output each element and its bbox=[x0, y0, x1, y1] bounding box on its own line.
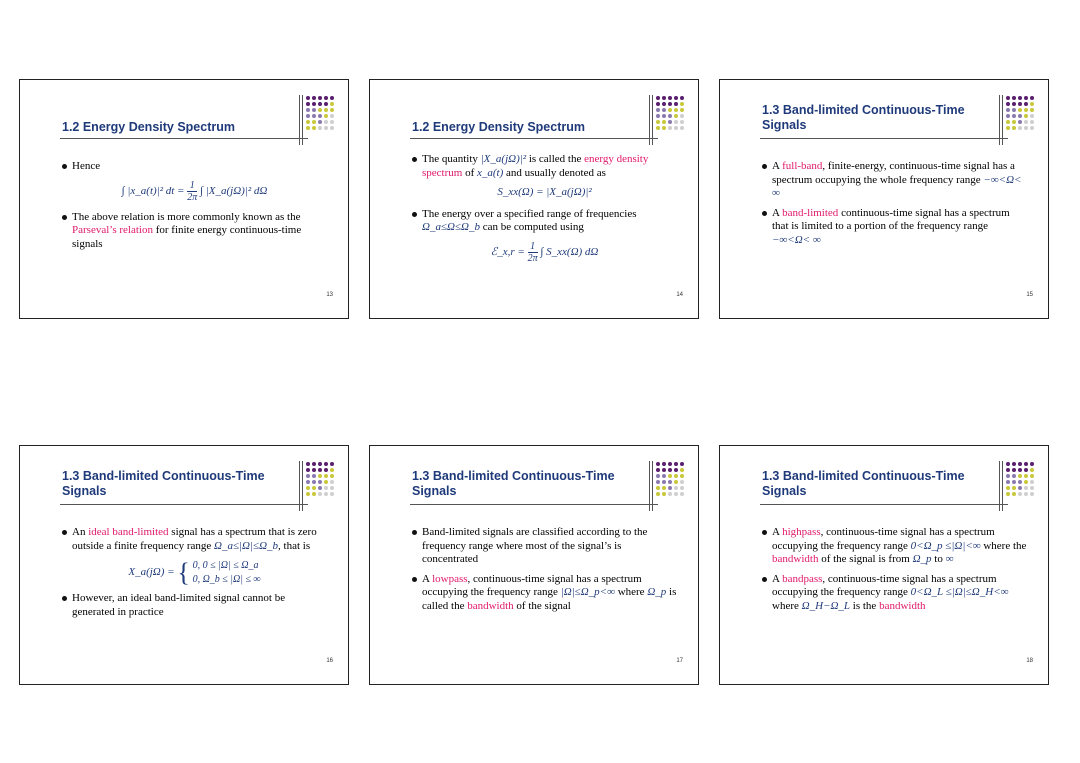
decorative-dot bbox=[312, 480, 316, 484]
decorative-dot bbox=[330, 480, 334, 484]
decorative-dot bbox=[1018, 108, 1022, 112]
decorative-dot bbox=[306, 462, 310, 466]
slide-body bbox=[412, 153, 677, 272]
decorative-dot bbox=[1012, 108, 1016, 112]
decorative-dot bbox=[1024, 96, 1028, 100]
decorative-dot bbox=[668, 126, 672, 130]
decorative-dot bbox=[318, 474, 322, 478]
decorative-dot bbox=[318, 96, 322, 100]
decorative-dot bbox=[668, 486, 672, 490]
decorative-dot bbox=[318, 480, 322, 484]
decorative-dot bbox=[674, 96, 678, 100]
decorative-dot bbox=[1018, 462, 1022, 466]
decorative-dot bbox=[1018, 114, 1022, 118]
decorative-dot bbox=[668, 120, 672, 124]
decorative-dot-grid-icon bbox=[306, 462, 336, 498]
decorative-dot bbox=[680, 96, 684, 100]
decorative-dot bbox=[324, 108, 328, 112]
decorative-dot bbox=[1030, 474, 1034, 478]
slide-16 bbox=[19, 445, 349, 685]
title-rule bbox=[410, 504, 658, 505]
decorative-dot bbox=[1030, 102, 1034, 106]
bullet-item: Hence bbox=[62, 160, 327, 174]
page-number: 16 bbox=[326, 658, 333, 664]
decorative-dot-grid-icon bbox=[1006, 462, 1036, 498]
decorative-dot bbox=[324, 120, 328, 124]
decorative-dot bbox=[662, 120, 666, 124]
decorative-dot bbox=[324, 114, 328, 118]
decorative-dot bbox=[1030, 96, 1034, 100]
decorative-dot bbox=[1024, 492, 1028, 496]
decorative-dot bbox=[1012, 462, 1016, 466]
energy-density-equation: S_xx(Ω) = |X_a(jΩ)|² bbox=[497, 186, 592, 198]
slide-title: 1.3 Band-limited Continuous-Time Signals bbox=[762, 103, 965, 132]
decorative-dot bbox=[330, 468, 334, 472]
decorative-dot bbox=[318, 114, 322, 118]
decorative-dot bbox=[306, 96, 310, 100]
decorative-dot bbox=[324, 480, 328, 484]
decorative-dot bbox=[1030, 114, 1034, 118]
decorative-dot bbox=[1006, 120, 1010, 124]
bullet-item: An ideal band-limited signal has a spectrum that is zero outside a finite frequency range Ω_a≤|Ω|≤Ω_b, that is bbox=[62, 526, 327, 553]
decorative-dot bbox=[674, 114, 678, 118]
decorative-dot bbox=[312, 492, 316, 496]
decorative-dot bbox=[656, 474, 660, 478]
decorative-dot bbox=[662, 126, 666, 130]
decorative-dot bbox=[324, 126, 328, 130]
slide-18 bbox=[719, 445, 1049, 685]
decorative-dot bbox=[1012, 468, 1016, 472]
decorative-dot bbox=[312, 108, 316, 112]
decorative-dot bbox=[668, 102, 672, 106]
decorative-dot bbox=[1018, 486, 1022, 490]
decorative-dot bbox=[324, 474, 328, 478]
decorative-dot bbox=[312, 126, 316, 130]
decorative-dot bbox=[330, 462, 334, 466]
decorative-dot bbox=[674, 102, 678, 106]
slide-title: 1.2 Energy Density Spectrum bbox=[62, 120, 235, 134]
decorative-dot bbox=[312, 468, 316, 472]
decorative-dot bbox=[318, 468, 322, 472]
decorative-dot bbox=[312, 486, 316, 490]
decorative-dot bbox=[1006, 486, 1010, 490]
decorative-dot-grid-icon bbox=[656, 96, 686, 132]
decorative-dot bbox=[1012, 96, 1016, 100]
decorative-dot bbox=[324, 468, 328, 472]
decorative-dot bbox=[1018, 120, 1022, 124]
decorative-dot bbox=[330, 474, 334, 478]
decorative-dot bbox=[1012, 102, 1016, 106]
decorative-dot bbox=[656, 468, 660, 472]
decorative-dot bbox=[674, 480, 678, 484]
title-rule bbox=[760, 138, 1008, 139]
decorative-dot bbox=[662, 480, 666, 484]
decorative-dot bbox=[1024, 486, 1028, 490]
bullet-item: The above relation is more commonly known as the Parseval’s relation for finite energy continuous-time signals bbox=[62, 211, 327, 252]
decorative-dot bbox=[1030, 120, 1034, 124]
slide-body bbox=[62, 160, 327, 257]
energy-range-equation: ℰ_x,r = $\frac{1}{2\pi}$ ∫ S_xx(Ω) dΩ bbox=[490, 240, 599, 264]
decorative-dot bbox=[680, 120, 684, 124]
decorative-dot bbox=[680, 114, 684, 118]
title-rule bbox=[760, 504, 1008, 505]
slide-title: 1.3 Band-limited Continuous-Time Signals bbox=[62, 469, 265, 498]
decorative-dot bbox=[1006, 468, 1010, 472]
decorative-dot bbox=[1006, 108, 1010, 112]
decorative-dot bbox=[662, 108, 666, 112]
decorative-dot bbox=[318, 108, 322, 112]
decorative-dot bbox=[306, 468, 310, 472]
decorative-dot bbox=[674, 486, 678, 490]
decorative-dot bbox=[668, 468, 672, 472]
bullet-item: A highpass, continuous-time signal has a spectrum occupying the frequency range 0<Ω_p ≤|Ω|<∞ where the bandwidth of the signal is from Ω_p to ∞ bbox=[762, 526, 1027, 567]
slide-title: 1.2 Energy Density Spectrum bbox=[412, 120, 585, 134]
decorative-dot bbox=[1024, 480, 1028, 484]
slide-body bbox=[762, 160, 1027, 253]
title-rule bbox=[60, 138, 308, 139]
decorative-dot bbox=[1030, 126, 1034, 130]
decorative-dot bbox=[1018, 480, 1022, 484]
decorative-dot bbox=[680, 468, 684, 472]
decorative-dot bbox=[668, 480, 672, 484]
slide-body bbox=[412, 526, 677, 619]
decorative-dot bbox=[1006, 480, 1010, 484]
decorative-dot bbox=[306, 108, 310, 112]
decorative-dot bbox=[1024, 120, 1028, 124]
decorative-dot bbox=[312, 102, 316, 106]
page-number: 14 bbox=[676, 292, 683, 298]
decorative-dot bbox=[1006, 102, 1010, 106]
decorative-dot bbox=[674, 108, 678, 112]
decorative-dot bbox=[680, 492, 684, 496]
decorative-dot bbox=[680, 480, 684, 484]
decorative-dot bbox=[668, 474, 672, 478]
decorative-dot bbox=[306, 120, 310, 124]
page-number: 15 bbox=[1026, 292, 1033, 298]
slide-title: 1.3 Band-limited Continuous-Time Signals bbox=[412, 469, 615, 498]
decorative-dot bbox=[306, 102, 310, 106]
decorative-dot bbox=[662, 96, 666, 100]
decorative-dot bbox=[1030, 108, 1034, 112]
decorative-dot bbox=[668, 114, 672, 118]
decorative-dot bbox=[674, 468, 678, 472]
decorative-dot bbox=[680, 102, 684, 106]
decorative-dot bbox=[330, 120, 334, 124]
decorative-dot bbox=[324, 486, 328, 490]
slide-13 bbox=[19, 79, 349, 319]
title-rule bbox=[410, 138, 658, 139]
decorative-dot bbox=[680, 486, 684, 490]
decorative-dot bbox=[674, 462, 678, 466]
decorative-dot bbox=[312, 114, 316, 118]
decorative-dot bbox=[324, 96, 328, 100]
decorative-dot bbox=[1012, 480, 1016, 484]
decorative-dot bbox=[330, 96, 334, 100]
decorative-dot bbox=[1030, 486, 1034, 490]
decorative-dot bbox=[330, 114, 334, 118]
decorative-dot bbox=[1024, 468, 1028, 472]
decorative-dot bbox=[668, 462, 672, 466]
decorative-dot bbox=[318, 462, 322, 466]
decorative-dot bbox=[1012, 126, 1016, 130]
decorative-dot bbox=[1024, 102, 1028, 106]
decorative-dot bbox=[306, 486, 310, 490]
decorative-dot bbox=[1006, 492, 1010, 496]
decorative-dot bbox=[1018, 474, 1022, 478]
decorative-dot bbox=[318, 102, 322, 106]
slide-title: 1.3 Band-limited Continuous-Time Signals bbox=[762, 469, 965, 498]
bullet-item: A full-band, finite-energy, continuous-time signal has a spectrum occupying the whole frequency range −∞<Ω< ∞ bbox=[762, 160, 1027, 201]
decorative-dot-grid-icon bbox=[656, 462, 686, 498]
decorative-dot bbox=[306, 114, 310, 118]
decorative-dot bbox=[1018, 126, 1022, 130]
decorative-dot bbox=[1024, 114, 1028, 118]
bullet-item: A bandpass, continuous-time signal has a spectrum occupying the frequency range 0<Ω_L ≤|Ω|≤Ω_H<∞ where Ω_H−Ω_L is the bandwidth bbox=[762, 573, 1027, 614]
bullet-item: A lowpass, continuous-time signal has a spectrum occupying the frequency range |Ω|≤Ω_p<∞ where Ω_p is called the bandwidth of the signal bbox=[412, 573, 677, 614]
decorative-dot bbox=[656, 126, 660, 130]
decorative-dot bbox=[656, 486, 660, 490]
decorative-dot bbox=[330, 108, 334, 112]
decorative-dot bbox=[1030, 468, 1034, 472]
decorative-dot bbox=[656, 96, 660, 100]
decorative-dot bbox=[656, 114, 660, 118]
decorative-dot bbox=[662, 462, 666, 466]
decorative-dot bbox=[1018, 468, 1022, 472]
decorative-dot bbox=[324, 102, 328, 106]
decorative-dot bbox=[1006, 462, 1010, 466]
decorative-dot bbox=[656, 108, 660, 112]
decorative-dot bbox=[662, 474, 666, 478]
page-number: 13 bbox=[326, 292, 333, 298]
decorative-dot bbox=[1012, 114, 1016, 118]
decorative-dot bbox=[324, 492, 328, 496]
decorative-dot bbox=[674, 120, 678, 124]
decorative-dot bbox=[674, 126, 678, 130]
decorative-dot bbox=[1012, 120, 1016, 124]
decorative-dot bbox=[330, 126, 334, 130]
slide-body bbox=[62, 526, 327, 625]
decorative-dot bbox=[1024, 462, 1028, 466]
decorative-dot bbox=[680, 474, 684, 478]
decorative-dot bbox=[1012, 486, 1016, 490]
slide-body bbox=[762, 526, 1027, 619]
decorative-dot bbox=[674, 492, 678, 496]
decorative-dot bbox=[318, 120, 322, 124]
decorative-dot bbox=[662, 468, 666, 472]
decorative-dot bbox=[330, 486, 334, 490]
decorative-dot bbox=[312, 462, 316, 466]
ideal-bandlimited-equation: X_a(jΩ) = { 0, 0 ≤ |Ω| ≤ Ω_a 0, Ω_b ≤ |Ω| ≤ ∞ bbox=[128, 557, 261, 587]
bullet-item: A band-limited continuous-time signal has a spectrum that is limited to a portion of the frequency range −∞<Ω< ∞ bbox=[762, 207, 1027, 248]
decorative-dot bbox=[662, 486, 666, 490]
bullet-item: Band-limited signals are classified according to the frequency range where most of the signal’s is concentrated bbox=[412, 526, 677, 567]
slide-17 bbox=[369, 445, 699, 685]
decorative-dot bbox=[1006, 474, 1010, 478]
page-number: 18 bbox=[1026, 658, 1033, 664]
bullet-item: The quantity |X_a(jΩ)|² is called the energy density spectrum of x_a(t) and usually denoted as bbox=[412, 153, 677, 180]
slide-15 bbox=[719, 79, 1049, 319]
decorative-dot bbox=[662, 492, 666, 496]
decorative-dot bbox=[1012, 474, 1016, 478]
parseval-equation: ∫ |x_a(t)|² dt = $\frac{1}{2\pi}$ ∫ |X_a(jΩ)|² dΩ bbox=[121, 179, 268, 203]
decorative-dot bbox=[1024, 126, 1028, 130]
bullet-item: However, an ideal band-limited signal cannot be generated in practice bbox=[62, 592, 327, 619]
decorative-dot bbox=[656, 462, 660, 466]
decorative-dot bbox=[1006, 126, 1010, 130]
decorative-dot bbox=[668, 492, 672, 496]
decorative-dot bbox=[306, 492, 310, 496]
decorative-dot bbox=[656, 120, 660, 124]
slide-14 bbox=[369, 79, 699, 319]
decorative-dot-grid-icon bbox=[306, 96, 336, 132]
decorative-dot bbox=[318, 126, 322, 130]
decorative-dot bbox=[312, 120, 316, 124]
bullet-item: The energy over a specified range of frequencies Ω_a≤Ω≤Ω_b can be computed using bbox=[412, 208, 677, 235]
decorative-dot bbox=[312, 96, 316, 100]
decorative-dot bbox=[318, 486, 322, 490]
decorative-dot bbox=[1012, 492, 1016, 496]
decorative-dot bbox=[330, 492, 334, 496]
title-rule bbox=[60, 504, 308, 505]
decorative-dot bbox=[656, 480, 660, 484]
decorative-dot bbox=[306, 126, 310, 130]
decorative-dot bbox=[674, 474, 678, 478]
decorative-dot bbox=[656, 492, 660, 496]
decorative-dot bbox=[1006, 96, 1010, 100]
decorative-dot bbox=[680, 126, 684, 130]
decorative-dot bbox=[1030, 480, 1034, 484]
decorative-dot bbox=[306, 480, 310, 484]
decorative-dot bbox=[312, 474, 316, 478]
decorative-dot bbox=[1018, 96, 1022, 100]
decorative-dot bbox=[318, 492, 322, 496]
decorative-dot bbox=[656, 102, 660, 106]
decorative-dot bbox=[668, 108, 672, 112]
decorative-dot-grid-icon bbox=[1006, 96, 1036, 132]
decorative-dot bbox=[306, 474, 310, 478]
decorative-dot bbox=[1030, 462, 1034, 466]
decorative-dot bbox=[1030, 492, 1034, 496]
decorative-dot bbox=[1018, 492, 1022, 496]
decorative-dot bbox=[1024, 108, 1028, 112]
decorative-dot bbox=[1018, 102, 1022, 106]
decorative-dot bbox=[680, 462, 684, 466]
decorative-dot bbox=[662, 102, 666, 106]
decorative-dot bbox=[1024, 474, 1028, 478]
page-number: 17 bbox=[676, 658, 683, 664]
decorative-dot bbox=[680, 108, 684, 112]
decorative-dot bbox=[324, 462, 328, 466]
decorative-dot bbox=[330, 102, 334, 106]
decorative-dot bbox=[662, 114, 666, 118]
decorative-dot bbox=[1006, 114, 1010, 118]
decorative-dot bbox=[668, 96, 672, 100]
